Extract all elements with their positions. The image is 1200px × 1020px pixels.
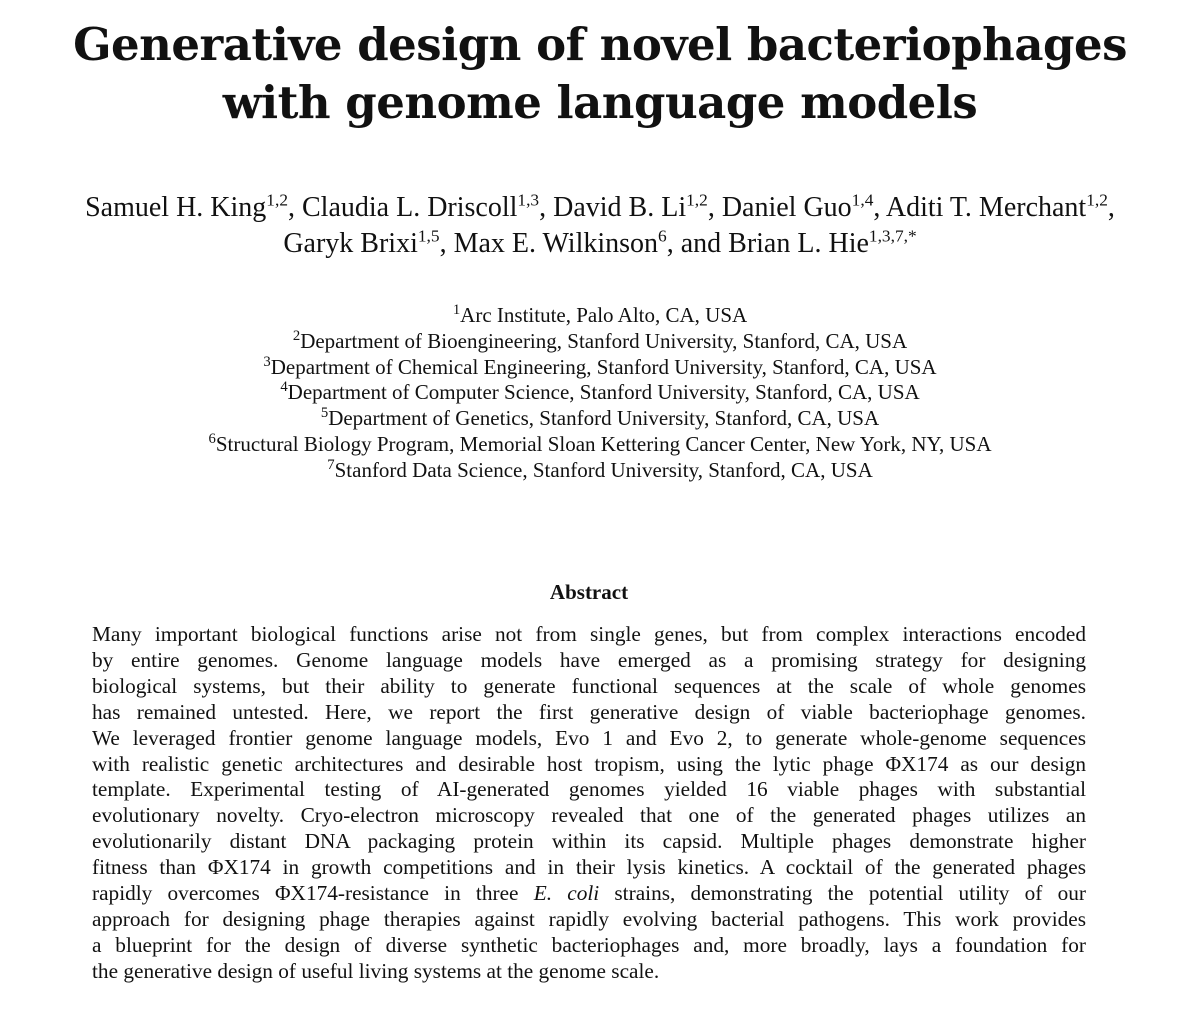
abstract-body	[92, 622, 1086, 985]
abstract-line: We leveraged frontier genome language models, Evo 1 and Evo 2, to generate whole-genome sequences	[92, 725, 1086, 750]
paper-title	[0, 16, 1200, 132]
author-separator: ,	[707, 192, 722, 223]
abstract-line: fitness than ΦX174 in growth competitions and in their lysis kinetics. A cocktail of the generated phages	[92, 855, 1086, 880]
affiliation-text: Department of Bioengineering, Stanford University, Stanford, CA, USA	[300, 328, 908, 353]
abstract-line: approach for designing phage therapies against rapidly evolving bacterial pathogens. This work provides	[92, 906, 1086, 931]
affiliation-number: 3	[263, 353, 271, 370]
author-separator: , and	[666, 228, 729, 259]
author-name: Samuel H. King	[85, 192, 267, 223]
affiliation-7	[0, 458, 1200, 484]
author-name: David B. Li	[553, 192, 687, 223]
abstract-line: a blueprint for the design of diverse synthetic bacteriophages and, more broadly, lays a foundation for	[92, 932, 1086, 957]
affiliation-text: Structural Biology Program, Memorial Sloan Kettering Cancer Center, New York, NY, USA	[215, 431, 992, 456]
author-affiliation-marker: 1,2	[686, 190, 708, 210]
affiliation-6	[0, 432, 1200, 458]
affiliation-5	[0, 406, 1200, 432]
abstract-line: Many important biological functions arise not from single genes, but from complex interactions encoded	[92, 622, 1086, 646]
abstract-line: rapidly overcomes ΦX174-resistance in three E. coli strains, demonstrating the potential utility of our	[92, 881, 1086, 906]
affiliation-text: Arc Institute, Palo Alto, CA, USA	[460, 303, 748, 327]
author-affiliation-marker: 6	[658, 226, 667, 246]
author-affiliation-marker: 1,5	[417, 226, 440, 246]
affiliation-1	[0, 303, 1200, 329]
affiliation-4	[0, 380, 1200, 406]
author-affiliation-marker: 1,2	[1086, 190, 1108, 210]
affiliation-number: 6	[208, 430, 216, 447]
species-name: E. coli	[533, 881, 600, 906]
affiliation-2	[0, 329, 1200, 355]
author-affiliation-marker: 1,4	[851, 190, 874, 210]
abstract-line: biological systems, but their ability to generate functional sequences at the scale of whole genomes	[92, 673, 1086, 698]
author-list	[0, 190, 1200, 262]
author-affiliation-marker: 1,2	[266, 190, 288, 210]
author-line-2	[0, 226, 1200, 262]
affiliation-3	[0, 355, 1200, 381]
author-name: Brian L. Hie	[728, 228, 869, 259]
paper-title-line-1: Generative design of novel bacteriophages	[73, 18, 1127, 71]
affiliation-number: 7	[327, 456, 335, 473]
affiliation-text: Stanford Data Science, Stanford University, Stanford, CA, USA	[334, 457, 873, 482]
author-separator: ,	[288, 192, 302, 223]
author-affiliation-marker: 1,3	[517, 190, 540, 210]
author-separator: ,	[439, 228, 454, 259]
author-name: Claudia L. Driscoll	[302, 192, 518, 223]
affiliation-number: 1	[452, 302, 461, 318]
abstract-line: evolutionarily distant DNA packaging protein within its capsid. Multiple phages demonstrate higher	[92, 829, 1086, 854]
affiliation-number: 5	[320, 405, 329, 422]
abstract-line: has remained untested. Here, we report the first generative design of viable bacteriophage genomes.	[92, 699, 1086, 724]
abstract-heading: Abstract	[549, 580, 629, 604]
author-separator: ,	[873, 192, 886, 223]
author-name: Aditi T. Merchant	[885, 192, 1087, 223]
affiliation-text: Department of Chemical Engineering, Stanford University, Stanford, CA, USA	[270, 354, 937, 379]
affiliation-text: Department of Computer Science, Stanford University, Stanford, CA, USA	[287, 380, 920, 405]
author-name: Daniel Guo	[721, 192, 852, 223]
abstract-line: by entire genomes. Genome language models have emerged as a promising strategy for designing	[92, 647, 1086, 672]
abstract-line: template. Experimental testing of AI-generated genomes yielded 16 viable phages with substantial	[92, 777, 1086, 802]
author-line-1	[0, 190, 1200, 226]
affiliation-text: Department of Genetics, Stanford University, Stanford, CA, USA	[328, 406, 880, 431]
paper-title-line-2: with genome language models	[222, 76, 978, 129]
abstract-line: the generative design of useful living systems at the genome scale.	[92, 958, 660, 983]
author-name: Garyk Brixi	[283, 228, 418, 259]
author-separator: ,	[539, 192, 554, 223]
affiliation-number: 4	[280, 379, 288, 396]
author-separator: ,	[1107, 192, 1115, 223]
abstract-line: with realistic genetic architectures and desirable host tropism, using the lytic phage ΦX174 as our design	[92, 751, 1086, 776]
author-name: Max E. Wilkinson	[453, 228, 659, 259]
affiliation-number: 2	[292, 327, 301, 344]
abstract-line: evolutionary novelty. Cryo-electron microscopy revealed that one of the generated phages utilizes an	[92, 803, 1086, 828]
affiliation-list	[0, 303, 1200, 484]
author-affiliation-marker: 1,3,7,*	[868, 226, 917, 246]
